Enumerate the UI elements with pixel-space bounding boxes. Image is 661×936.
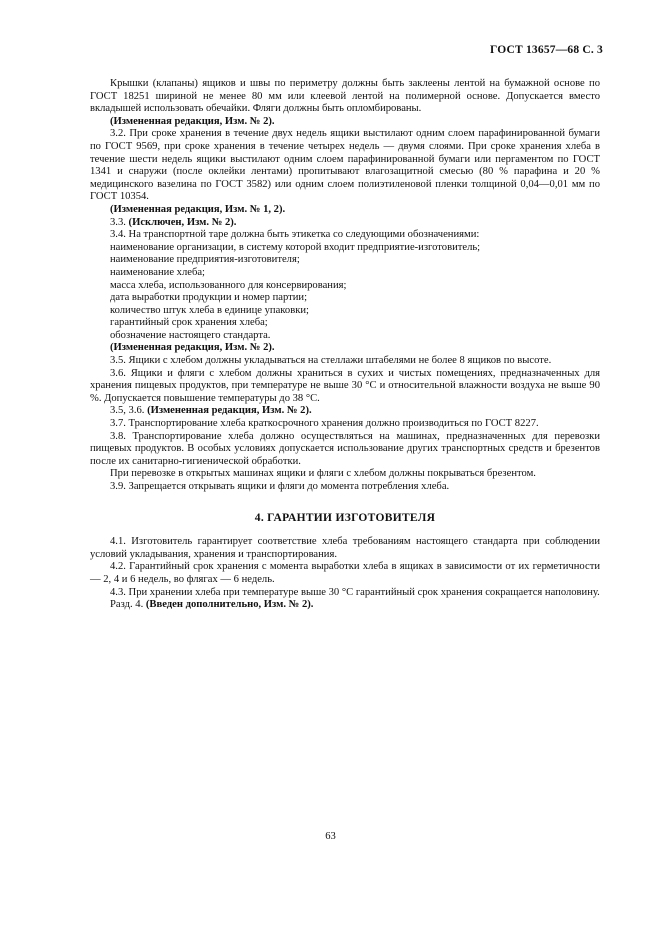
amendment-note: (Исключен, Изм. № 2). (128, 216, 237, 228)
label-list-item: наименование хлеба; (110, 266, 205, 278)
amendment-note: (Введен дополнительно, Изм. № 2). (145, 599, 314, 611)
paragraph-3-2: 3.2. При сроке хранения в течение двух недель ящики выстилают одним слоем парафинированной бумаги по ГОСТ 9569, при сроке хранения в течение четырех недель — двумя слоями. При сроке хранения хлеба в течение шести недель ящики выстилают одним слоем парафинированной бумаги или пергаментом по ГОСТ 1341 и снаружи (после оклейки лентами) пропитывают влагозащитной смесью (80 % парафина и 20 % медицинского вазелина по ГОСТ 3582) или одним слоем полиэтиленовой пленки толщиной 0,04—0,01 мм по ГОСТ 10354. (90, 128, 600, 203)
paragraph-3-4: 3.4. На транспортной таре должна быть этикетка со следующими обозначениями: (110, 229, 480, 241)
paragraph-3-9: 3.9. Запрещается открывать ящики и фляги до момента потребления хлеба. (110, 481, 450, 492)
label-list-item: гарантийный срок хранения хлеба; (110, 317, 268, 329)
page-number: 63 (325, 831, 336, 842)
clause-number: Разд. 4. (110, 599, 144, 611)
section-4-note (90, 599, 600, 612)
amendment-note: (Измененная редакция, Изм. № 1, 2). (110, 203, 286, 215)
label-list-item: наименование организации, в систему которой входит предприятие-изготовитель; (110, 241, 481, 253)
paragraph-3-7: 3.7. Транспортирование хлеба краткосрочного хранения должно производиться по ГОСТ 8227. (110, 418, 539, 430)
paragraph-3-5: 3.5. Ящики с хлебом должны укладываться на стеллажи штабелями не более 8 ящиков по высоте. (110, 355, 552, 367)
clause-number: 3.5, 3.6. (110, 405, 145, 417)
paragraph-3-6: 3.6. Ящики и фляги с хлебом должны храниться в сухих и чистых помещениях, предназначенных для хранения пищевых продуктов, при температуре не выше 30 °С и относительной влажности воздуха не выше 90 %. Допускается повышение температуры до 38 °С. (90, 367, 600, 404)
amendment-note: (Измененная редакция, Изм. № 2). (110, 115, 275, 127)
page-header: ГОСТ 13657—68 С. 3 (490, 44, 603, 56)
clause-number: 3.3. (110, 216, 126, 228)
label-list-item: обозначение настоящего стандарта. (110, 329, 271, 341)
paragraph-3-8: 3.8. Транспортирование хлеба должно осуществляться на машинах, предназначенных для перевозки пищевых продуктов. В особых условиях допускается использование других транспортных средств и брезентов после их санитарно-гигиенической обработки. (90, 430, 600, 467)
amendment-note: (Измененная редакция, Изм. № 2). (110, 342, 275, 354)
paragraph-3-8-open-trucks: При перевозке в открытых машинах ящики и фляги с хлебом должны покрываться брезентом. (110, 468, 536, 480)
paragraph-lids: Крышки (клапаны) ящиков и швы по периметру должны быть заклеены лентой на бумажной основе по ГОСТ 18251 шириной не менее 80 мм или клеевой лентой на полимерной основе. Допускается вместо вкладышей использовать обечайки. Фляги должны быть опломбированы. (90, 78, 600, 115)
paragraph-3-5-3-6-note (90, 405, 600, 418)
label-list-item: количество штук хлеба в единице упаковки; (110, 304, 309, 316)
paragraph-3-3 (90, 217, 600, 230)
amendment-note: (Измененная редакция, Изм. № 2). (147, 405, 312, 417)
label-list-item: дата выработки продукции и номер партии; (110, 292, 308, 304)
section-title: 4. ГАРАНТИИ ИЗГОТОВИТЕЛЯ (254, 511, 436, 524)
paragraph-4-3: 4.3. При хранении хлеба при температуре выше 30 °С гарантийный срок хранения сокращается наполовину. (110, 586, 600, 598)
label-list-item: наименование предприятия-изготовителя; (110, 254, 300, 266)
document-body (90, 78, 600, 612)
paragraph-4-2: 4.2. Гарантийный срок хранения с момента выработки хлеба в ящиках в зависимости от их герметичности — 2, 4 и 6 недель, во флягах — 6 недель. (90, 561, 600, 585)
label-list-item: масса хлеба, использованного для консервирования; (110, 279, 347, 291)
paragraph-4-1: 4.1. Изготовитель гарантирует соответствие хлеба требованиям настоящего стандарта при соблюдении условий укладывания, хранения и транспортирования. (90, 536, 600, 560)
